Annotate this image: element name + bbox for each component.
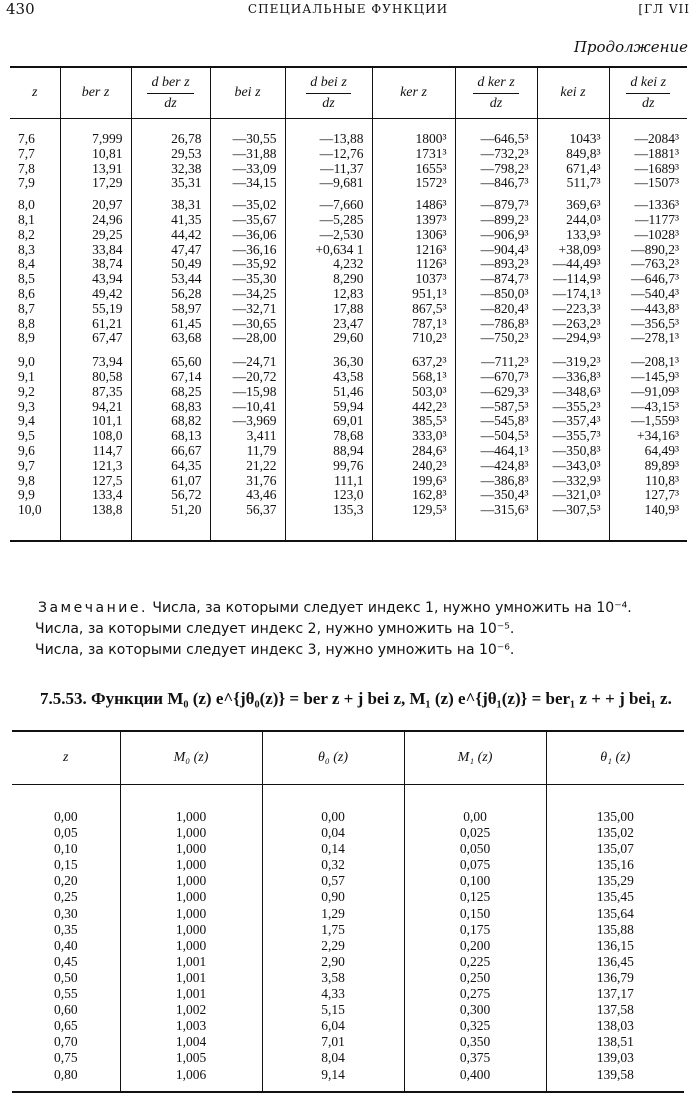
cell-ber: 7,999 10,81 13,91 17,29 [60, 132, 131, 191]
cell-dkei: —1336³ —1177³ —1028³ —890,2³ —763,2³ —646,7³ —540,4³ —443,8³ —356,5³ —278,1³ [631, 197, 679, 346]
table-row-group [10, 132, 687, 191]
note-line-2: Числа, за которыми следует индекс 2, нужно умножить на 10⁻⁵. [35, 621, 515, 637]
col-header-kei: kei z [537, 67, 609, 119]
cell-dbei: —13,88 —12,76 —11,37 —9,681 [285, 132, 372, 191]
cell-dker: —646,5³ —732,2³ —798,2³ —846,7³ [455, 132, 537, 191]
col-header-dber: $\frac{\text{d ber z}}{dz}$ [131, 67, 210, 119]
cell-ker: 1486³ 1397³ 1306³ 1216³ 1126³ 1037³ 951,1³ 867,5³ 787,1³ 710,2³ [372, 198, 455, 346]
table-row-group [12, 809, 684, 1083]
cell-bei: —35,02 —35,67 —36,06 —36,16 —35,92 —35,30 —34,25 —32,71 —30,65 —28,00 [210, 198, 285, 346]
cell-dbei: 36,30 43,58 51,46 59,94 69,01 78,68 88,94 99,76 111,1 123,0 135,3 [285, 355, 372, 518]
col-header-dker: $\frac{\text{d ker z}}{dz}$ [455, 67, 537, 119]
continuation-label: Продолжение [573, 38, 688, 56]
cell-z: 9,0 9,1 9,2 9,3 9,4 9,5 9,6 9,7 9,8 9,9 10,0 [10, 355, 60, 518]
table-row-group [10, 198, 687, 346]
modulus-phase-table [12, 730, 684, 1093]
col-header-m1: M₁ (z) [404, 731, 546, 785]
col-header-theta1: θ₁ (z) [546, 731, 684, 785]
col-header-ber: ber z [60, 67, 131, 119]
kelvin-functions-table [10, 66, 687, 542]
col-header-theta0: θ₀ (z) [262, 731, 404, 785]
cell-dker: —879,7³ —899,2³ —906,9³ —904,4³ —893,2³ —874,7³ —850,0³ —820,4³ —786,8³ —750,2³ [455, 198, 537, 346]
cell-ber: 20,97 24,96 29,25 33,84 38,74 43,94 49,42 55,19 61,21 67,47 [60, 198, 131, 346]
cell-dber: 65,60 67,14 68,25 68,83 68,82 68,13 66,67 64,35 61,07 56,72 51,20 [131, 355, 210, 518]
col-header-z: z [12, 731, 120, 785]
cell-z: 8,0 8,1 8,2 8,3 8,4 8,5 8,6 8,7 8,8 8,9 [10, 198, 60, 346]
cell-z: 0,00 0,05 0,10 0,15 0,20 0,25 0,30 0,35 0,40 0,45 0,50 0,55 0,60 0,65 0,70 0,75 0,80 [12, 809, 120, 1083]
cell-kei: —319,2³ —336,8³ —348,6³ —355,2³ —357,4³ —355,7³ —350,8³ —343,0³ —332,9³ —321,0³ —307,5³ [537, 355, 609, 518]
chapter-label: [ГЛ VII [638, 2, 690, 16]
note-line-1: Замечание. Числа, за которыми следует индекс 1, нужно умножить на 10⁻⁴. [38, 600, 632, 616]
cell-m1: 0,00 0,025 0,050 0,075 0,100 0,125 0,150 0,175 0,200 0,225 0,250 0,275 0,300 0,325 0,350 0,375 0,400 [404, 809, 546, 1083]
table-row-group [10, 355, 687, 518]
running-title: СПЕЦИАЛЬНЫЕ ФУНКЦИИ [247, 2, 449, 16]
cell-kei: 1043³ 849,8³ 671,4³ 511,7³ [537, 132, 609, 191]
cell-z: 7,6 7,7 7,8 7,9 [10, 132, 60, 191]
cell-ker: 637,2³ 568,1³ 503,0³ 442,2³ 385,5³ 333,0³ 284,6³ 240,2³ 199,6³ 162,8³ 129,5³ [372, 355, 455, 518]
cell-theta0: 0,00 0,04 0,14 0,32 0,57 0,90 1,29 1,75 2,29 2,90 3,58 4,33 5,15 6,04 7,01 8,04 9,14 [262, 809, 404, 1083]
col-header-z: z [10, 67, 60, 119]
cell-theta1: 135,00 135,02 135,07 135,16 135,29 135,45 135,64 135,88 136,15 136,45 136,79 137,17 137,58 138,03 138,51 139,03 139,58 [596, 809, 634, 1082]
col-header-dbei: $\frac{\text{d bei z}}{dz}$ [285, 67, 372, 119]
table-header-row [12, 731, 684, 785]
col-header-bei: bei z [210, 67, 285, 119]
table-header-row [10, 67, 687, 119]
page-header [6, 0, 690, 22]
section-number: 7.5.53. [40, 689, 87, 708]
cell-dbei: —7,660 —5,285 —2,530 +0,634 1 4,232 8,290 12,83 17,88 23,47 29,60 [285, 198, 372, 346]
cell-dber: 26,78 29,53 32,38 35,31 [131, 132, 210, 191]
cell-bei: —30,55 —31,88 —33,09 —34,15 [210, 132, 285, 191]
page-number: 430 [6, 0, 35, 18]
col-header-ker: ker z [372, 67, 455, 119]
cell-kei: 369,6³ 244,0³ 133,9³ +38,09³ —44,49³ —114,9³ —174,1³ —223,3³ —263,2³ —294,9³ [537, 198, 609, 346]
cell-ber: 73,94 80,58 87,35 94,21 101,1 108,0 114,7 121,3 127,5 133,4 138,8 [60, 355, 131, 518]
cell-ker: 1800³ 1731³ 1655³ 1572³ [372, 132, 455, 191]
cell-dkei: —2084³ —1881³ —1689³ —1507³ [634, 131, 679, 191]
section-heading [8, 688, 694, 710]
note-word: Замечание. [38, 600, 148, 616]
cell-m0: 1,000 1,000 1,000 1,000 1,000 1,000 1,000 1,000 1,000 1,001 1,001 1,001 1,002 1,003 1,004 1,005 1,006 [120, 809, 262, 1083]
cell-bei: —24,71 —20,72 —15,98 —10,41 —3,969 3,411 11,79 21,22 31,76 43,46 56,37 [210, 355, 285, 518]
cell-dber: 38,31 41,35 44,42 47,47 50,49 53,44 56,28 58,97 61,45 63,68 [131, 198, 210, 346]
col-header-dkei: $\frac{\text{d kei z}}{dz}$ [609, 67, 687, 119]
cell-dkei: —208,1³ —145,9³ —91,09³ —43,15³ —1,559³ +34,16³ 64,49³ 89,89³ 110,8³ 127,7³ 140,9³ [631, 354, 679, 518]
section-title: Функции M₀ (z) e^{jθ₀(z)} = ber z + j bei z, M₁ (z) e^{jθ₁(z)} = ber₁ z + + j bei₁ z. [91, 689, 672, 708]
cell-dker: —711,2³ —670,7³ —629,3³ —587,5³ —545,8³ —504,5³ —464,1³ —424,8³ —386,8³ —350,4³ —315,6³ [455, 355, 537, 518]
note-block [35, 598, 688, 661]
col-header-m0: M₀ (z) [120, 731, 262, 785]
note-line-3: Числа, за которыми следует индекс 3, нужно умножить на 10⁻⁶. [35, 642, 515, 658]
